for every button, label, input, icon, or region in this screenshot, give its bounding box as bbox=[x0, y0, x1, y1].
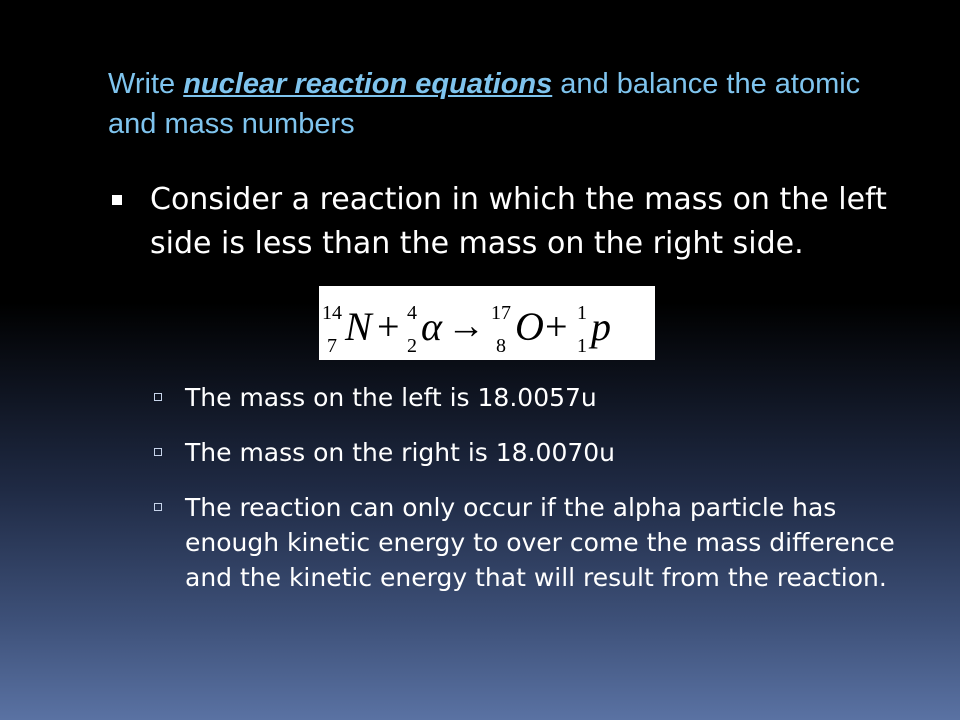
alpha-atomic-number: 2 bbox=[407, 335, 417, 357]
hollow-square-bullet-icon bbox=[154, 393, 162, 401]
equation-image bbox=[319, 286, 655, 360]
sub-bullet-item bbox=[150, 435, 910, 470]
alpha-symbol: α bbox=[421, 304, 442, 349]
title-emphasis: nuclear reaction equations bbox=[183, 68, 553, 100]
plus-sign: + bbox=[545, 304, 568, 349]
sub-bullet-text: The mass on the right is 18.0070u bbox=[185, 438, 616, 467]
p-atomic-number: 1 bbox=[577, 335, 587, 357]
alpha-mass-number: 4 bbox=[407, 302, 417, 324]
plus-sign: + bbox=[377, 304, 400, 349]
slide-title bbox=[108, 64, 908, 144]
hollow-square-bullet-icon bbox=[154, 503, 162, 511]
sub-bullet-text: The reaction can only occur if the alpha particle has enough kinetic energy to over come the mass difference and the kinetic energy that will result from the reaction. bbox=[185, 493, 895, 592]
sub-bullet-item bbox=[150, 490, 910, 595]
hollow-square-bullet-icon bbox=[154, 448, 162, 456]
sub-bullet-list bbox=[150, 380, 910, 615]
p-mass-number: 1 bbox=[577, 302, 587, 324]
proton-symbol: p bbox=[591, 304, 611, 349]
o-mass-number: 17 bbox=[491, 302, 511, 324]
nitrogen-symbol: N bbox=[345, 304, 372, 349]
main-bullet-text: Consider a reaction in which the mass on the left side is less than the mass on the right side. bbox=[150, 182, 887, 261]
oxygen-symbol: O bbox=[515, 304, 544, 349]
n-mass-number: 14 bbox=[322, 302, 342, 324]
reaction-arrow: → bbox=[447, 305, 485, 347]
main-bullet bbox=[108, 178, 888, 266]
title-prefix: Write bbox=[108, 68, 184, 100]
n-atomic-number: 7 bbox=[327, 335, 337, 357]
square-bullet-icon bbox=[112, 195, 122, 205]
o-atomic-number: 8 bbox=[496, 335, 506, 357]
sub-bullet-text: The mass on the left is 18.0057u bbox=[185, 383, 597, 412]
sub-bullet-item bbox=[150, 380, 910, 415]
title-suffix: and balance the atomic and mass numbers bbox=[108, 68, 861, 140]
